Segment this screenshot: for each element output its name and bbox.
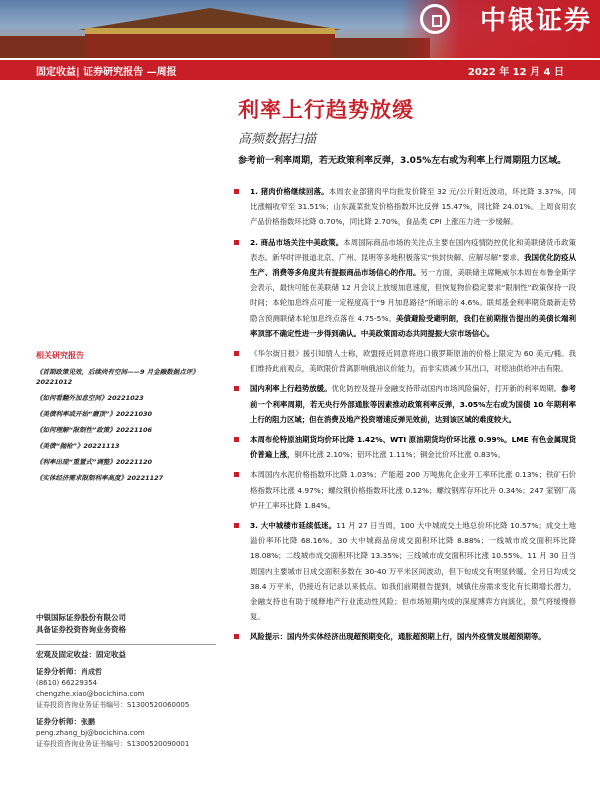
- bullet-icon: [234, 189, 239, 194]
- related-reports-heading: 相关研究报告: [36, 351, 84, 360]
- banner-building-left: [0, 36, 90, 58]
- coverage-sector: 宏观及固定收益：固定收益: [36, 644, 216, 660]
- analyst-card: 证券分析师：肖成哲 (8610) 66229354 chengzhe.xiao@bocichina.com 证券投资咨询业务证书编号：S1300520060005: [36, 666, 216, 711]
- analyst-email[interactable]: chengzhe.xiao@bocichina.com: [36, 690, 145, 698]
- header-banner: [0, 0, 600, 58]
- report-category-bar: [0, 60, 600, 80]
- banner-roof: [60, 8, 360, 30]
- company-info: [36, 612, 216, 636]
- related-report-link[interactable]: 《如何看翻外加息空间》20221023: [36, 394, 144, 402]
- company-name: 中银国际证券股份有限公司: [36, 613, 126, 622]
- paragraph-pork-prices: 1. 猪肉价格继续回落。本周农业部猪肉平均批发价降至 32 元/公斤附近波动，环比降 3.37%，同比涨幅收窄至 31.51%；山东蔬菜批发价格指数环比反弹 15.47%，同比降 24.01%。上周食用农产品价格指数环比降 0.70%，同比降 2.70%，食品类 CPI 上涨压力进一步缓解。: [232, 184, 576, 230]
- bullet-icon: [234, 634, 239, 639]
- related-report-link[interactable]: 《首期政策见效，后续尚有空间——9 月金融数据点评》20221012: [36, 368, 199, 386]
- related-report-link[interactable]: 《如何理解“限制性”政策》20221106: [36, 426, 153, 434]
- brand-logo-text: 中银证券: [479, 6, 592, 36]
- related-report-link[interactable]: 《利率出现“重置式”调整》20221120: [36, 458, 153, 466]
- analyst-name: 肖成哲: [81, 668, 102, 676]
- analyst-cert: 证券投资咨询业务证书编号：S1300520090001: [36, 740, 190, 748]
- analyst-phone: (8610) 66229354: [36, 679, 98, 687]
- paragraph-oil-price-cap: 《华尔街日报》援引知情人士称，欧盟接近同意将进口俄罗斯原油的价格上限定为 60 美元/桶。我们维持此前观点，美欧限价背离影响俄油议价能力，而非实质减少其出口，对原油供给冲击有限。: [232, 346, 576, 376]
- related-report-link[interactable]: 《实体经济需求限制利率高度》20221127: [36, 474, 164, 482]
- analyst-email[interactable]: peng.zhang_bj@bocichina.com: [36, 729, 145, 737]
- bullet-icon: [234, 386, 239, 391]
- report-date: 2022 年 12 月 4 日: [467, 67, 564, 78]
- related-report-link[interactable]: 《美债利率或开始“磨顶”》20221030: [36, 410, 153, 418]
- paragraph-domestic-rates: 国内利率上行趋势放缓。优化防控及提升金融支持带动国内市场风险偏好，打开新的利率周期。参考前一个利率周期，若无央行外部通胀等因素推动政策利率反弹，3.05%左右或为国债 10 年期利率上行的阻力区域；但在消费及地产投资增速反弹见效前，达到该区域的难度较大。: [232, 381, 576, 427]
- paragraph-risk-warning: 风险提示：国内外实体经济出现超预期变化，通胀超预期上行，国内外疫情发展超预期等。: [232, 629, 576, 644]
- bullet-icon: [234, 351, 239, 356]
- related-reports-sidebar: [36, 350, 216, 489]
- paragraph-cement-steel: 本周国内水泥价格指数环比降 1.03%；产能超 200 万吨焦化企业开工率环比涨 0.13%；铁矿石价格指数环比涨 4.97%；螺纹钢价格指数环比涨 0.12%；螺纹钢库存环比升 0.34%；247 家钢厂高炉开工率环比降 1.84%。: [232, 467, 576, 513]
- analyst-cert: 证券投资咨询业务证书编号：S1300520060005: [36, 701, 190, 709]
- paragraph-property-market: 3. 大中城楼市延续低迷。11 月 27 日当周，100 大中城成交土地总价环比降 10.57%；成交土地溢价率环比降 68.16%。30 大中城商品房成交面积环比降 8.88%；一线城市成交面积环比降 18.08%；二线城市成交面积环比降 13.35%；三线城市成交面积环比涨 10.55%。11 月 30 日当周国内主要城市日成交面积多数在 30-40 万平米区间波动，但下旬成交有明显转暖。全月日均成交 38.4 万平米，仍接近有记录以来低点。如我们前期报告提到，城镇住房需求变化有长期增长潜力，金融支持也有助于缓释地产行业流动性风险；但市场短期内成的深度博弈方向演化，景气将缓慢修复。: [232, 518, 576, 624]
- related-reports-list: [36, 367, 216, 483]
- bullet-icon: [234, 523, 239, 528]
- paragraph-commodity-market: 2. 商品市场关注中美政策。本周国际商品市场的关注点主要在国内疫情防控优化和美联储货币政策表态。新华时评报道北京、广州、昆明等多地积极落实“快封快解、应解尽解”要求。我国优化防疫从生产、消费等多角度共有提振商品市场信心的作用。另一方面，美联储主席鲍威尔本周在布鲁金斯学会表示，最快可能在美联储 12 月会议上放缓加息速度，但恢复物价稳定要求“限制性”政策保持一段时间；本轮加息终点可能一定程度高于“9 月加息路径”所暗示的 4.6%。联邦基金利率期货最新走势隐含预测联储本轮加息终点落在 4.75-5%。美债避险受避明朗，我们在前期报告提出的美债长端利率顶部不确定性进一步得到确认。中美政策面动态共同提振大宗市场信心。: [232, 235, 576, 341]
- main-content: [232, 184, 576, 650]
- report-category: 固定收益| 证券研究报告 —周报: [36, 67, 177, 78]
- banner-hall: [85, 28, 335, 58]
- boc-logo-icon: [420, 4, 450, 34]
- report-title: 利率上行趋势放缓: [238, 97, 414, 122]
- bullet-icon: [234, 437, 239, 442]
- logo-area: [400, 0, 600, 58]
- report-subtitle: 高频数据扫描: [238, 132, 317, 147]
- analyst-card: 证券分析师：张鹏 peng.zhang_bj@bocichina.com 证券投资咨询业务证书编号：S1300520090001: [36, 716, 216, 750]
- paragraph-oil-metals: 本周布伦特原油期货均价环比降 1.42%、WTI 原油期货均价环比涨 0.99%。LME 有色金属现货价普遍上涨，铜环比涨 2.10%；铝环比涨 1.11%；铜金比价环比涨 0.83%。: [232, 432, 576, 462]
- company-qualification: 具备证券投资咨询业务资格: [36, 625, 126, 634]
- analyst-name: 张鹏: [81, 718, 95, 726]
- bullet-icon: [234, 240, 239, 245]
- bullet-icon: [234, 472, 239, 477]
- report-summary: 参考前一利率周期，若无政策利率反弹，3.05%左右或为利率上行周期阻力区域。: [238, 156, 567, 166]
- related-report-link[interactable]: 《美债“抛枪”》20221113: [36, 442, 120, 450]
